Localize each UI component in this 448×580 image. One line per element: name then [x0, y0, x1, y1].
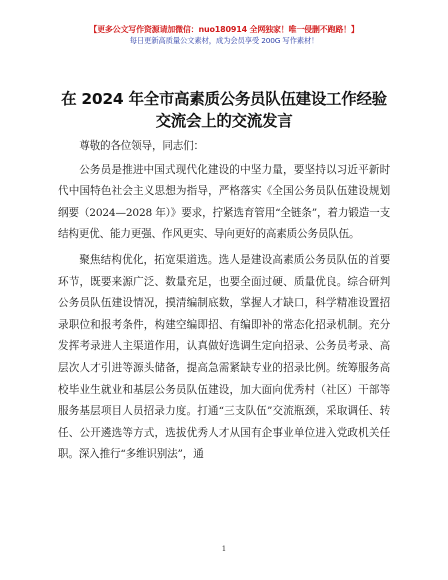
paragraph: 公务员是推进中国式现代化建设的中坚力量，要坚持以习近平新时代中国特色社会主义思想为指导，严格落实《全国公务员队伍建设规划纲要（2024—2028 年）》要求，拧紧选育管用“全链条”，着力锻造一支结构更优、能力更强、作风更实、导向更好的高素质公务员队伍。 — [58, 163, 390, 241]
promo-banner-line1: 【更多公文写作资源请加微信：nuo180914 全网独家！唯一侵删不跑路！】 — [89, 25, 359, 34]
document-title-line2: 交流会上的交流发言 — [155, 112, 293, 130]
promo-banner — [0, 24, 448, 46]
document-title-line1: 在 2024 年全市高素质公务员队伍建设工作经验 — [61, 90, 387, 108]
paragraph: 聚焦结构优化，拓宽渠道选。选人是建设高素质公务员队伍的首要环节，既要来源广泛、数量充足，也要全面过硬、质量优良。综合研判公务员队伍建设情况，摸清编制底数，掌握人才缺口，科学精准设置招录职位和报考条件，构建空编即招、有编即补的常态化招录机制。充分发挥考录进人主渠道作用，认真做好选调生定向招录、公务员考录、高层次人才引进等源头储备，提高急需紧缺专业的招录比例。统筹服务高校毕业生就业和基层公务员队伍建设，加大面向优秀村（社区）干部等服务基层项目人员招录力度。打通“三支队伍”交流瓶颈，采取调任、转任、公开遴选等方式，选拔优秀人才从国有企事业单位进入党政机关任职。深入推行“多维识别法”，通 — [58, 253, 390, 461]
document-title — [40, 88, 408, 132]
promo-banner-line2: 每日更新高质量公文素材，成为会员享受 200G 写作素材！ — [129, 36, 319, 45]
greeting: 尊敬的各位领导，同志们： — [79, 140, 204, 152]
document-body — [58, 136, 390, 470]
page-number: 1 — [221, 545, 227, 553]
